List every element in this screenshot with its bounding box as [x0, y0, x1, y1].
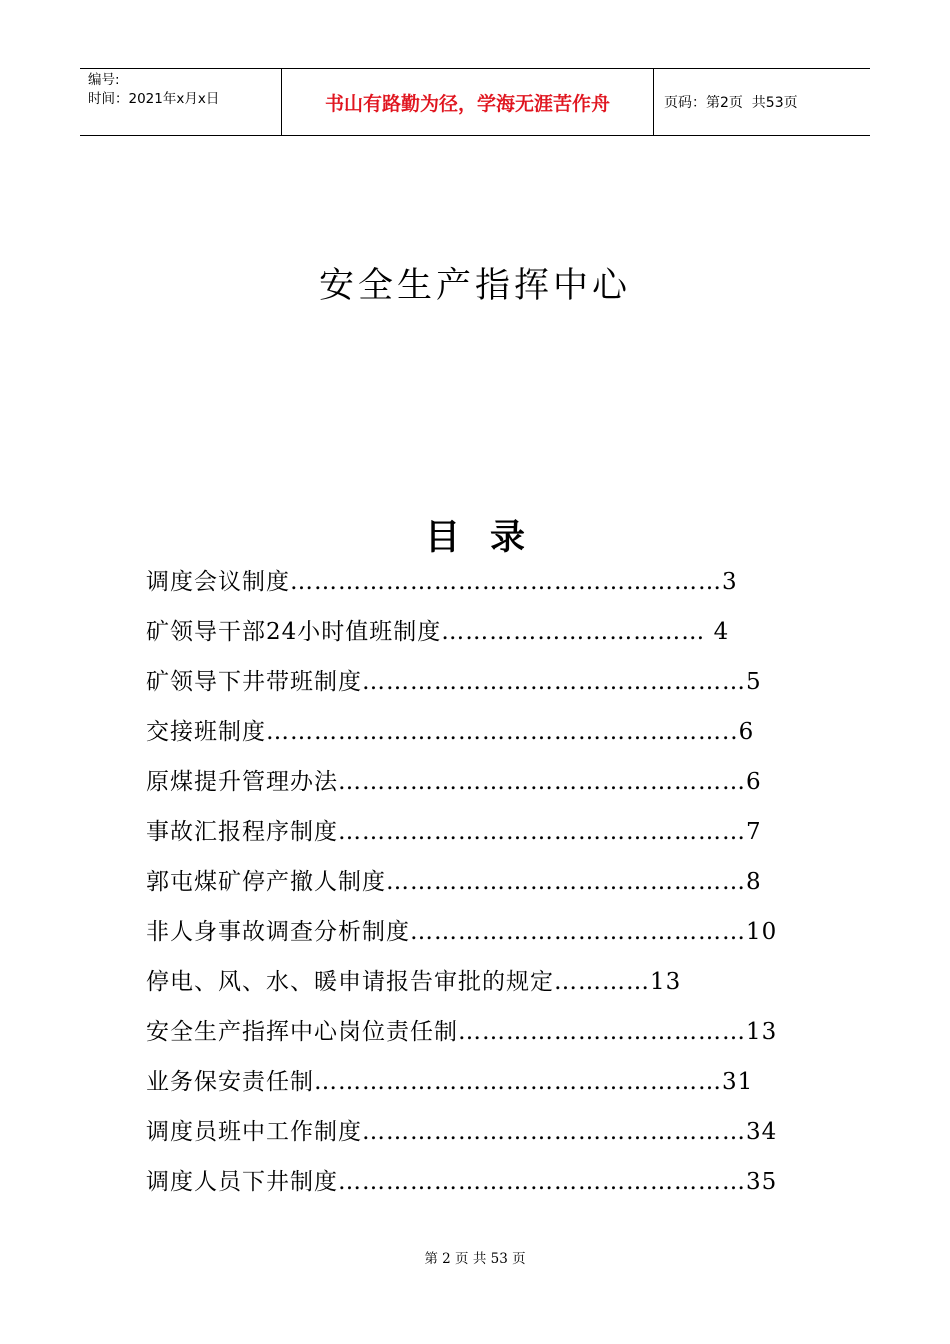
toc-item-title: 调度员班中工作制度	[146, 1119, 362, 1145]
page-header	[80, 68, 870, 136]
toc-item[interactable]	[146, 559, 777, 609]
toc-item-page: 3	[722, 569, 738, 595]
toc-item-page: 7	[746, 819, 762, 845]
toc-item-leader: ……………………………………………	[338, 819, 746, 845]
toc-item-leader: ……………………………………………	[338, 769, 746, 795]
toc-item-title: 交接班制度	[146, 719, 266, 745]
toc-item-leader: ……………………………	[441, 619, 714, 645]
toc-item-page: 13	[650, 969, 682, 995]
toc-item[interactable]	[146, 1109, 777, 1159]
toc-heading: 目录	[424, 517, 555, 558]
toc-item-title: 原煤提升管理办法	[146, 769, 338, 795]
toc-item[interactable]	[146, 959, 777, 1009]
toc-item[interactable]	[146, 659, 777, 709]
toc-item-title: 安全生产指挥中心岗位责任制	[146, 1019, 458, 1045]
toc-item-title: 郭屯煤矿停产撤人制度	[146, 869, 386, 895]
toc-item-leader: …………………………………………………..	[266, 719, 739, 745]
toc-item-page: 8	[746, 869, 762, 895]
toc-item-page: 4	[713, 619, 730, 645]
header-motto: 书山有路勤为径，学海无涯苦作舟	[282, 69, 654, 135]
toc-item-title: 停电、风、水、暖申请报告审批的规定	[146, 969, 554, 995]
toc-item[interactable]	[146, 1159, 777, 1209]
toc-item[interactable]	[146, 1009, 777, 1059]
toc-item-page: 35	[746, 1169, 778, 1195]
header-page-info: 页码：第2页 共53页	[664, 95, 798, 111]
toc-item-leader: ……………………………………………	[338, 1169, 746, 1195]
toc-item[interactable]	[146, 1059, 777, 1109]
toc-item-leader: ……………………………………………	[314, 1069, 722, 1095]
time-label: 时间：2021年x月x日	[88, 91, 220, 107]
toc-item-leader: ………………………………………………	[290, 569, 722, 595]
toc-item-title: 调度会议制度	[146, 569, 290, 595]
toc-item-title: 矿领导下井带班制度	[146, 669, 362, 695]
toc-item-page: 6	[738, 719, 755, 745]
toc-item-title: 调度人员下井制度	[146, 1169, 338, 1195]
toc-item-page: 13	[746, 1019, 778, 1045]
toc-item-leader: ……………………………………	[410, 919, 746, 945]
table-of-contents	[146, 559, 777, 1209]
document-title: 安全生产指挥中心	[318, 266, 631, 306]
toc-item-leader: …………………………………………	[362, 669, 746, 695]
toc-item-leader: …………	[554, 969, 650, 995]
toc-item-page: 34	[746, 1119, 778, 1145]
toc-item-page: 10	[746, 919, 778, 945]
header-meta	[80, 69, 282, 135]
toc-item-leader: ………………………………	[458, 1019, 746, 1045]
toc-item[interactable]	[146, 859, 777, 909]
toc-item-title: 业务保安责任制	[146, 1069, 314, 1095]
toc-item-page: 31	[722, 1069, 754, 1095]
toc-item-title: 矿领导干部24小时值班制度	[146, 619, 442, 645]
toc-item[interactable]	[146, 759, 777, 809]
toc-item-leader: …………………………………………	[362, 1119, 746, 1145]
toc-item-title: 事故汇报程序制度	[146, 819, 338, 845]
page-footer: 第 2 页 共 53 页	[424, 1251, 526, 1267]
toc-item[interactable]	[146, 609, 777, 659]
toc-item-title: 非人身事故调查分析制度	[146, 919, 410, 945]
number-label: 编号:	[88, 72, 120, 88]
toc-item[interactable]	[146, 809, 777, 859]
toc-item[interactable]	[146, 709, 777, 759]
toc-item-page: 6	[746, 769, 762, 795]
toc-item-leader: ………………………………………	[386, 869, 746, 895]
toc-item[interactable]	[146, 909, 777, 959]
toc-item-page: 5	[746, 669, 762, 695]
